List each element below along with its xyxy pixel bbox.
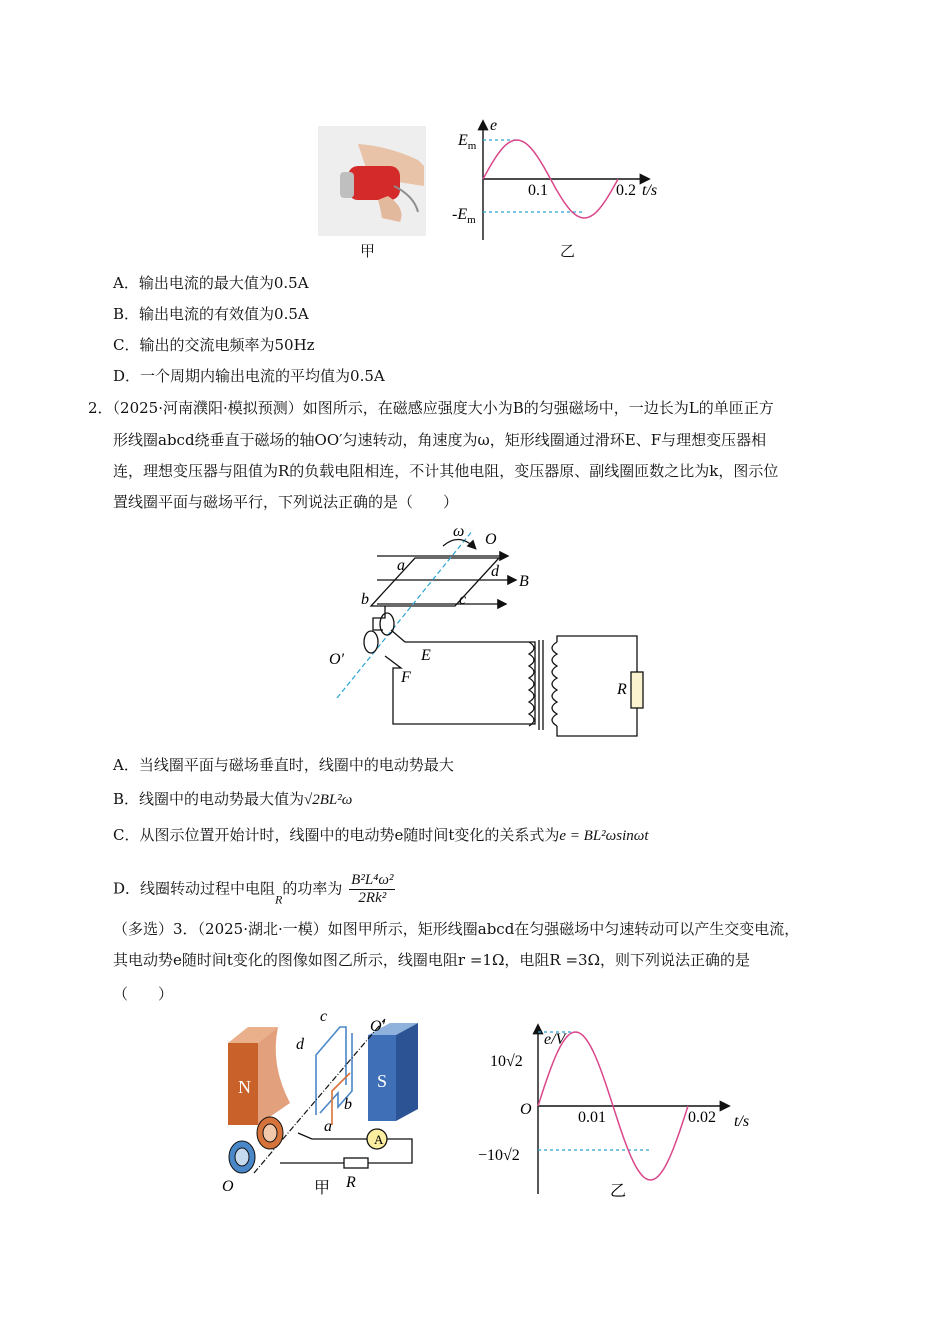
svg-text:b: b bbox=[361, 591, 369, 608]
q2-stem-3: 连，理想变压器与阻值为R的负载电阻相连，不计其他电阻，变压器原、副线圈匝数之比为k，图示位 bbox=[113, 462, 779, 480]
q1-option-c: C．输出的交流电频率为50Hz bbox=[113, 336, 315, 354]
svg-text:a: a bbox=[397, 557, 405, 574]
generator-diagram bbox=[220, 1005, 425, 1205]
q2-option-c: C．从图示位置开始计时，线圈中的电动势e随时间t变化的关系式为e = BL²ωsinωt bbox=[113, 826, 649, 844]
svg-text:-Em: $-E_m$ bbox=[452, 206, 476, 226]
q2-option-b-formula: √2BL²ω bbox=[304, 792, 353, 808]
svg-text:a: a bbox=[324, 1118, 332, 1135]
q1-option-a: A．输出电流的最大值为0.5A bbox=[113, 274, 309, 292]
svg-text:O: O bbox=[520, 1101, 532, 1118]
emf-graph-q3 bbox=[478, 1022, 768, 1204]
svg-text:E: E bbox=[421, 647, 431, 664]
graph-x-label: t/s bbox=[642, 182, 658, 199]
q1-option-b: B．输出电流的有效值为0.5A bbox=[113, 305, 309, 323]
svg-text:O′: O′ bbox=[370, 1018, 386, 1035]
q2-stem-1: 2．（2025·河南濮阳·模拟预测）如图所示，在磁感应强度大小为B的匀强磁场中，一边长为L的单匝正方 bbox=[88, 399, 774, 417]
q2-option-d: D．线圈转动过程中电阻$_R$的功率为 $\frac{\text{B²L⁴ω²}}{\text{2Rk²}}$ bbox=[113, 872, 394, 907]
q2-option-b: B．线圈中的电动势最大值为√2BL²ω bbox=[113, 790, 353, 808]
graph-t2: 0.2 bbox=[616, 182, 636, 199]
svg-text:S: S bbox=[377, 1071, 388, 1091]
q3-stem-1: （多选）3．（2025·湖北·一模）如图甲所示，矩形线圈abcd在匀强磁场中匀速转动可以产生交变电流， bbox=[113, 920, 800, 938]
q1-option-d: D．一个周期内输出电流的平均值为0.5A bbox=[113, 367, 385, 385]
svg-text:ω: ω bbox=[453, 523, 465, 540]
svg-text:c: c bbox=[320, 1008, 328, 1025]
graph-max-label: 10√2 bbox=[490, 1053, 523, 1070]
q3-stem-3: （ ） bbox=[113, 985, 174, 1003]
q2-option-d-fraction: $\frac{\text{B²L⁴ω²}}{\text{2Rk²}}$ bbox=[351, 872, 394, 906]
coil-transformer-diagram bbox=[325, 518, 655, 740]
q2-stem-4: 置线圈平面与磁场平行，下列说法正确的是（ ） bbox=[113, 493, 459, 511]
svg-text:0.01: 0.01 bbox=[578, 1109, 606, 1126]
q2-stem-2: 形线圈abcd绕垂直于磁场的轴OO′匀速转动，角速度为ω，矩形线圈通过滑环E、F与理想变压器相 bbox=[113, 431, 767, 449]
svg-text:c: c bbox=[459, 591, 467, 608]
emf-graph-q1 bbox=[448, 112, 678, 247]
svg-text:d: d bbox=[491, 563, 499, 580]
svg-text:O: O bbox=[485, 531, 497, 548]
svg-text:Em: $E_m$ bbox=[458, 132, 477, 152]
svg-text:乙: 乙 bbox=[610, 1183, 627, 1200]
svg-text:b: b bbox=[344, 1096, 352, 1113]
graph-y-label: e bbox=[490, 117, 498, 134]
graph-min-label: −10√2 bbox=[478, 1147, 520, 1164]
graph-y-label: e/V bbox=[544, 1031, 566, 1048]
svg-text:A: A bbox=[374, 1132, 384, 1147]
svg-text:F: F bbox=[401, 669, 411, 686]
q2-option-c-formula: e = BL²ωsinωt bbox=[559, 828, 649, 844]
graph-min-label: -E bbox=[452, 206, 468, 223]
svg-text:d: d bbox=[296, 1036, 304, 1053]
svg-text:甲: 甲 bbox=[314, 1180, 331, 1197]
svg-text:0.02: 0.02 bbox=[688, 1109, 716, 1126]
svg-text:N: N bbox=[238, 1077, 251, 1097]
svg-text:R: R bbox=[346, 1174, 356, 1191]
graph-label: 乙 bbox=[560, 242, 576, 260]
svg-text:O′: O′ bbox=[329, 651, 345, 668]
q2-option-a: A．当线圈平面与磁场垂直时，线圈中的电动势最大 bbox=[113, 756, 454, 774]
svg-text:t/s: t/s bbox=[734, 1113, 750, 1130]
q3-stem-2: 其电动势e随时间t变化的图像如图乙所示，线圈电阻r =1Ω，电阻R =3Ω，则下列说法正确的是 bbox=[113, 951, 751, 969]
hand-generator-photo bbox=[318, 126, 426, 236]
graph-max-label: E bbox=[458, 132, 468, 149]
svg-text:B: B bbox=[519, 573, 529, 590]
photo-label: 甲 bbox=[360, 242, 376, 260]
svg-text:R: R bbox=[617, 681, 627, 698]
graph-t1: 0.1 bbox=[528, 182, 548, 199]
svg-text:O: O bbox=[222, 1178, 234, 1195]
